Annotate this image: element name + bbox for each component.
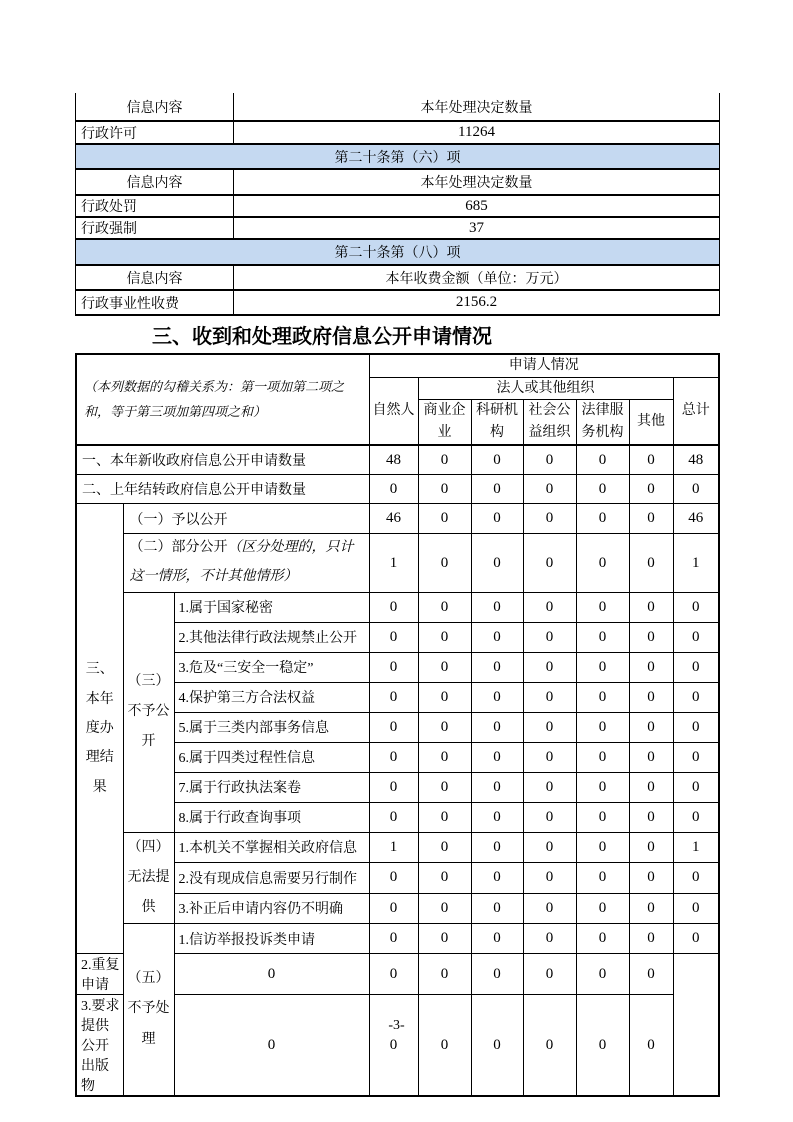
count-cell: 0 [418, 995, 471, 1097]
count-cell: 46 [369, 504, 418, 534]
count-cell: 0 [418, 954, 471, 995]
count-cell: 0 [523, 772, 576, 802]
count-cell: 0 [418, 504, 471, 534]
count-cell: 0 [523, 893, 576, 923]
count-cell: 0 [629, 682, 673, 712]
count-cell: 0 [673, 652, 719, 682]
count-cell: 0 [471, 475, 523, 504]
relationship-note: （本列数据的勾稽关系为：第一项加第二项之和，等于第三项加第四项之和） [76, 354, 369, 445]
sub-item-label: 4.保护第三方合法权益 [174, 682, 369, 712]
count-cell: 0 [471, 445, 523, 475]
count-value: 685 [234, 195, 720, 217]
count-cell: 0 [523, 682, 576, 712]
count-cell: 0 [576, 475, 629, 504]
count-cell: 0 [576, 954, 629, 995]
count-cell: 0 [369, 652, 418, 682]
count-cell: 0 [369, 475, 418, 504]
count-cell: 0 [523, 742, 576, 772]
sub-item-label: 5.属于三类内部事务信息 [174, 712, 369, 742]
table1-row [76, 290, 720, 315]
sub-item-label: 3.要求提供公开出版物 [76, 995, 123, 1097]
applicant-header: 申请人情况 [369, 354, 719, 377]
count-cell: 0 [576, 772, 629, 802]
decision-quantity-table [75, 93, 720, 316]
applications-table [75, 353, 720, 1097]
count-cell: 0 [629, 742, 673, 772]
info-content-header: 信息内容 [76, 265, 234, 290]
count-cell: 0 [673, 682, 719, 712]
count-cell: 48 [673, 445, 719, 475]
count-cell: 0 [576, 622, 629, 652]
count-cell: 0 [673, 622, 719, 652]
org-column-header: 社会公益组织 [523, 400, 576, 445]
count-cell: 0 [576, 534, 629, 592]
count-cell: 0 [418, 712, 471, 742]
count-cell: 0 [418, 893, 471, 923]
header-row [76, 354, 719, 377]
row-label: 行政强制 [76, 217, 234, 239]
result-item-row [76, 504, 719, 534]
count-cell: 0 [576, 682, 629, 712]
table1-row [76, 217, 720, 239]
count-cell: 0 [523, 445, 576, 475]
section-label: 三、本年度办理结果 [76, 504, 123, 954]
count-cell: 46 [673, 504, 719, 534]
row-label: 行政处罚 [76, 195, 234, 217]
count-cell: 0 [471, 954, 523, 995]
sub-item-label: 2.其他法律行政法规禁止公开 [174, 622, 369, 652]
count-cell: 0 [471, 534, 523, 592]
count-cell: 0 [471, 832, 523, 862]
count-cell: 0 [673, 475, 719, 504]
table1-row [76, 121, 720, 144]
count-cell: 0 [369, 682, 418, 712]
sub-item-label: 3.危及“三安全一稳定” [174, 652, 369, 682]
count-cell: 0 [523, 622, 576, 652]
item-label: （一）予以公开 [123, 504, 369, 534]
count-cell: 0 [576, 712, 629, 742]
row-label: 一、本年新收政府信息公开申请数量 [76, 445, 369, 475]
count-cell: 0 [418, 742, 471, 772]
count-cell: 0 [369, 622, 418, 652]
count-cell: 0 [418, 832, 471, 862]
count-cell: 0 [629, 534, 673, 592]
decision-quantity-table-body [76, 93, 720, 315]
count-cell: 0 [418, 924, 471, 954]
count-cell: 0 [471, 924, 523, 954]
quantity-header: 本年处理决定数量 [234, 93, 720, 121]
result-sub-row [76, 924, 719, 954]
row-label: 二、上年结转政府信息公开申请数量 [76, 475, 369, 504]
count-cell: 0 [369, 772, 418, 802]
total-header: 总计 [673, 377, 719, 445]
sub-item-label: 1.属于国家秘密 [174, 592, 369, 622]
count-cell: 0 [471, 504, 523, 534]
count-cell: 1 [369, 534, 418, 592]
count-cell: 48 [369, 445, 418, 475]
application-count-row [76, 445, 719, 475]
article-section-band: 第二十条第（六）项 [76, 144, 720, 169]
count-cell: 0 [576, 504, 629, 534]
org-column-header: 法律服务机构 [576, 400, 629, 445]
count-cell: 1 [369, 832, 418, 862]
count-cell: 0 [576, 832, 629, 862]
count-cell: 0 [523, 832, 576, 862]
row-label: 行政事业性收费 [76, 290, 234, 315]
item-label-note: （区分处理的，只计这一情形，不计其他情形） [129, 540, 354, 585]
section-heading: 三、收到和处理政府信息公开申请情况 [152, 326, 492, 348]
natural-person-header: 自然人 [369, 377, 418, 445]
count-cell: 0 [629, 652, 673, 682]
count-cell: 0 [471, 893, 523, 923]
count-cell: 0 [629, 802, 673, 832]
count-cell: 0 [369, 863, 418, 893]
table1-row [76, 144, 720, 169]
count-cell: 0 [418, 622, 471, 652]
application-count-row [76, 475, 719, 504]
count-cell: 0 [629, 772, 673, 802]
count-cell: 0 [369, 893, 418, 923]
table1-row [76, 195, 720, 217]
article-section-band: 第二十条第（八）项 [76, 239, 720, 265]
count-cell: 0 [629, 893, 673, 923]
table1-row [76, 265, 720, 290]
quantity-header: 本年处理决定数量 [234, 169, 720, 195]
count-cell: 0 [369, 995, 418, 1097]
count-cell: 0 [523, 712, 576, 742]
count-cell: 0 [576, 802, 629, 832]
group-label: （五）不予处理 [123, 924, 174, 1097]
count-cell: 0 [629, 832, 673, 862]
result-item-row [76, 534, 719, 592]
count-cell: 0 [369, 802, 418, 832]
count-cell: 0 [673, 863, 719, 893]
row-label: 行政许可 [76, 121, 234, 144]
count-cell: 0 [629, 504, 673, 534]
count-cell: 0 [629, 712, 673, 742]
sub-item-label: 2.重复申请 [76, 954, 123, 995]
info-content-header: 信息内容 [76, 169, 234, 195]
sub-item-label: 8.属于行政查询事项 [174, 802, 369, 832]
count-cell: 1 [673, 832, 719, 862]
count-value: 2156.2 [234, 290, 720, 315]
count-cell: 0 [576, 863, 629, 893]
info-content-header: 信息内容 [76, 93, 234, 121]
org-column-header: 其他 [629, 400, 673, 445]
count-cell: 0 [629, 954, 673, 995]
count-cell: 0 [576, 893, 629, 923]
count-cell: 0 [174, 954, 369, 995]
count-cell: 0 [673, 802, 719, 832]
count-cell: 0 [174, 995, 369, 1097]
count-cell: 0 [418, 592, 471, 622]
group-label: （四）无法提供 [123, 832, 174, 923]
count-cell: 0 [471, 802, 523, 832]
count-cell: 0 [523, 954, 576, 995]
count-cell: 0 [523, 504, 576, 534]
count-cell: 0 [418, 772, 471, 802]
sub-item-label: 7.属于行政执法案卷 [174, 772, 369, 802]
count-cell: 0 [523, 475, 576, 504]
count-cell: 0 [369, 924, 418, 954]
count-cell: 0 [418, 652, 471, 682]
count-cell: 0 [523, 995, 576, 1097]
table1-row [76, 169, 720, 195]
count-cell: 0 [576, 742, 629, 772]
count-cell: 0 [418, 475, 471, 504]
count-cell: 0 [471, 622, 523, 652]
quantity-header: 本年收费金额（单位：万元） [234, 265, 720, 290]
count-cell: 0 [673, 742, 719, 772]
count-cell: 0 [673, 712, 719, 742]
sub-item-label: 1.信访举报投诉类申请 [174, 924, 369, 954]
count-cell: 0 [471, 652, 523, 682]
count-cell: 0 [471, 863, 523, 893]
count-cell: 0 [673, 772, 719, 802]
count-cell: 0 [369, 592, 418, 622]
count-cell: 0 [523, 802, 576, 832]
count-cell: 0 [673, 592, 719, 622]
count-cell: 0 [629, 445, 673, 475]
applications-table-body [76, 354, 719, 1096]
count-cell: 0 [418, 863, 471, 893]
result-sub-row [76, 592, 719, 622]
count-cell: 0 [629, 622, 673, 652]
legal-org-header: 法人或其他组织 [418, 377, 673, 400]
sub-item-label: 1.本机关不掌握相关政府信息 [174, 832, 369, 862]
count-cell: 0 [629, 592, 673, 622]
count-cell: 0 [629, 924, 673, 954]
count-cell: 0 [418, 445, 471, 475]
count-cell: 0 [369, 712, 418, 742]
count-cell: 0 [629, 863, 673, 893]
count-cell: 0 [576, 924, 629, 954]
count-cell: 0 [471, 772, 523, 802]
table1-row [76, 93, 720, 121]
count-value: 37 [234, 217, 720, 239]
count-cell: 0 [523, 652, 576, 682]
count-cell: 0 [418, 802, 471, 832]
sub-item-label: 3.补正后申请内容仍不明确 [174, 893, 369, 923]
count-cell: 0 [471, 682, 523, 712]
count-cell: 1 [673, 534, 719, 592]
count-cell: 0 [576, 445, 629, 475]
count-cell: 0 [673, 924, 719, 954]
result-sub-row [76, 832, 719, 862]
count-cell: 0 [418, 534, 471, 592]
org-column-header: 科研机构 [471, 400, 523, 445]
count-cell: 0 [576, 995, 629, 1097]
count-cell: 0 [673, 893, 719, 923]
sub-item-label: 2.没有现成信息需要另行制作 [174, 863, 369, 893]
count-value: 11264 [234, 121, 720, 144]
count-cell: 0 [471, 712, 523, 742]
count-cell: 0 [418, 682, 471, 712]
group-label: （三）不予公开 [123, 592, 174, 832]
sub-item-label: 6.属于四类过程性信息 [174, 742, 369, 772]
count-cell: 0 [471, 995, 523, 1097]
count-cell: 0 [629, 995, 673, 1097]
count-cell: 0 [576, 592, 629, 622]
count-cell: 0 [523, 924, 576, 954]
count-cell: 0 [576, 652, 629, 682]
table1-row [76, 239, 720, 265]
count-cell: 0 [523, 534, 576, 592]
count-cell: 0 [369, 742, 418, 772]
count-cell: 0 [523, 863, 576, 893]
count-cell: 0 [471, 592, 523, 622]
count-cell: 0 [369, 954, 418, 995]
count-cell: 0 [523, 592, 576, 622]
count-cell: 0 [629, 475, 673, 504]
org-column-header: 商业企业 [418, 400, 471, 445]
count-cell: 0 [471, 742, 523, 772]
item-label: （二）部分公开（区分处理的，只计这一情形，不计其他情形） [123, 534, 369, 592]
page-number: -3- [388, 1018, 405, 1033]
